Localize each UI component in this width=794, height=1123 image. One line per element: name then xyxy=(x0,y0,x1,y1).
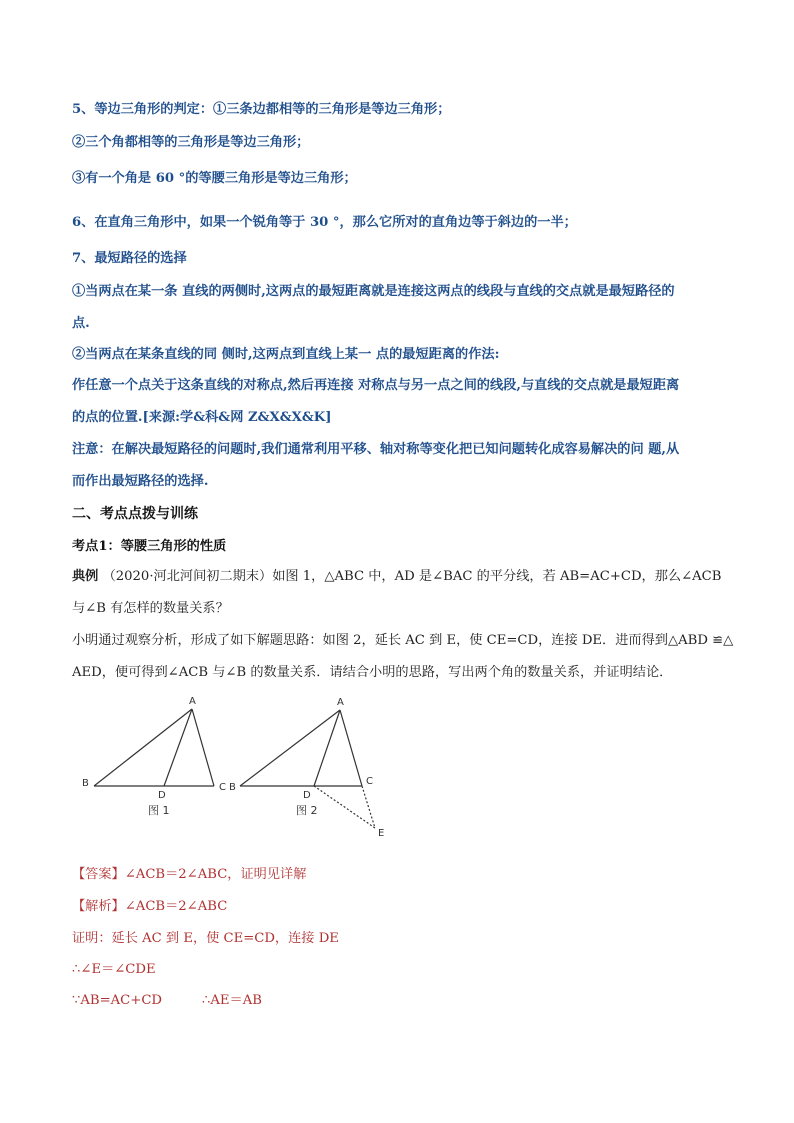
fig2-label-a: A xyxy=(337,697,344,708)
fig1-side-ac xyxy=(192,709,214,786)
fig2-label-e: E xyxy=(378,828,385,839)
proof-conclusion: ∴AE＝AB xyxy=(201,993,262,1008)
analysis-line xyxy=(72,898,227,916)
example-line4: AED，便可得到∠ACB 与∠B 的数量关系．请结合小明的思路，写出两个角的数量关系，并证明结论． xyxy=(72,665,673,680)
line-p7a1: ①当两点在某一条 直线的两侧时,这两点的最短距离就是连接这两点的线段与直线的交点就是最短路径的 xyxy=(72,284,675,299)
answer-line xyxy=(72,866,306,884)
fig2-label-b: B xyxy=(229,782,236,793)
fig2-label-d: D xyxy=(303,790,311,801)
fig2-segment-de xyxy=(314,786,375,828)
fig1-label-a: A xyxy=(189,696,196,707)
fig2-label-c: C xyxy=(366,776,373,787)
fig2-caption: 图 2 xyxy=(296,804,318,817)
line-p5c: ③有一个角是 60 °的等腰三角形是等边三角形； xyxy=(72,171,357,186)
kaodian-title: 考点1：等腰三角形的性质 xyxy=(72,539,227,554)
line-p7c2: 的点的位置.[来源:学&科&网 Z&X&X&K] xyxy=(72,410,332,425)
proof-line2: ∴∠E＝∠CDE xyxy=(72,962,156,977)
answer-label: 【答案】 xyxy=(72,867,125,882)
figures xyxy=(72,690,412,844)
proof-line3 xyxy=(72,992,262,1010)
fig1-caption: 图 1 xyxy=(148,804,170,817)
example-line1 xyxy=(72,568,721,586)
fig1-label-d: D xyxy=(158,790,166,801)
example-line2: 与∠B 有怎样的数量关系？ xyxy=(72,601,229,616)
analysis-text: ∠ACB＝2∠ABC xyxy=(124,899,228,914)
line-p7b: ②当两点在某条直线的同 侧时,这两点到直线上某一 点的最短距离的作法: xyxy=(72,347,500,362)
line-note1: 注意：在解决最短路径的问题时,我们通常利用平移、轴对称等变化把已知问题转化成容易解决的问 题,从 xyxy=(72,442,680,457)
fig1-label-b: B xyxy=(82,778,89,789)
example-line3: 小明通过观察分析，形成了如下解题思路：如图 2，延长 AC 到 E，使 CE=CD，连接 DE．进而得到△ABD ≌△ xyxy=(72,633,734,648)
figure-1 xyxy=(94,709,214,786)
proof-given: ∵AB=AC+CD xyxy=(72,993,162,1008)
line-note2: 而作出最短路径的选择. xyxy=(72,474,209,489)
proof-line1: 证明：延长 AC 到 E，使 CE=CD，连接 DE xyxy=(72,931,339,946)
fig1-side-ab xyxy=(94,709,192,786)
analysis-label: 【解析】 xyxy=(72,899,125,914)
line-p5: 5、等边三角形的判定：①三条边都相等的三角形是等边三角形； xyxy=(72,102,451,117)
line-p7c1: 作任意一个点关于这条直线的对称点,然后再连接 对称点与另一点之间的线段,与直线的交点就是最短距离 xyxy=(72,378,680,393)
fig2-bisector-ad xyxy=(314,710,340,786)
answer-text: ∠ACB＝2∠ABC，证明见详解 xyxy=(124,867,307,882)
section-title: 二、考点点拨与训练 xyxy=(72,506,198,522)
line-p6: 6、在直角三角形中，如果一个锐角等于 30 °，那么它所对的直角边等于斜边的一半； xyxy=(72,215,577,230)
example-label: 典例 xyxy=(72,569,99,584)
line-p5b: ②三个角都相等的三角形是等边三角形； xyxy=(72,135,310,150)
example-text1: （2020·河北河间初二期末）如图 1，△ABC 中，AD 是∠BAC 的平分线，若 AB=AC+CD，那么∠ACB xyxy=(102,569,722,584)
fig2-extension-ce xyxy=(362,786,375,828)
fig2-side-ab xyxy=(240,710,340,786)
fig1-label-c: C xyxy=(219,782,226,793)
fig2-side-ac xyxy=(340,710,362,786)
geometry-figures xyxy=(72,690,412,840)
line-p7: 7、最短路径的选择 xyxy=(72,251,187,266)
line-p7a2: 点. xyxy=(72,316,90,331)
